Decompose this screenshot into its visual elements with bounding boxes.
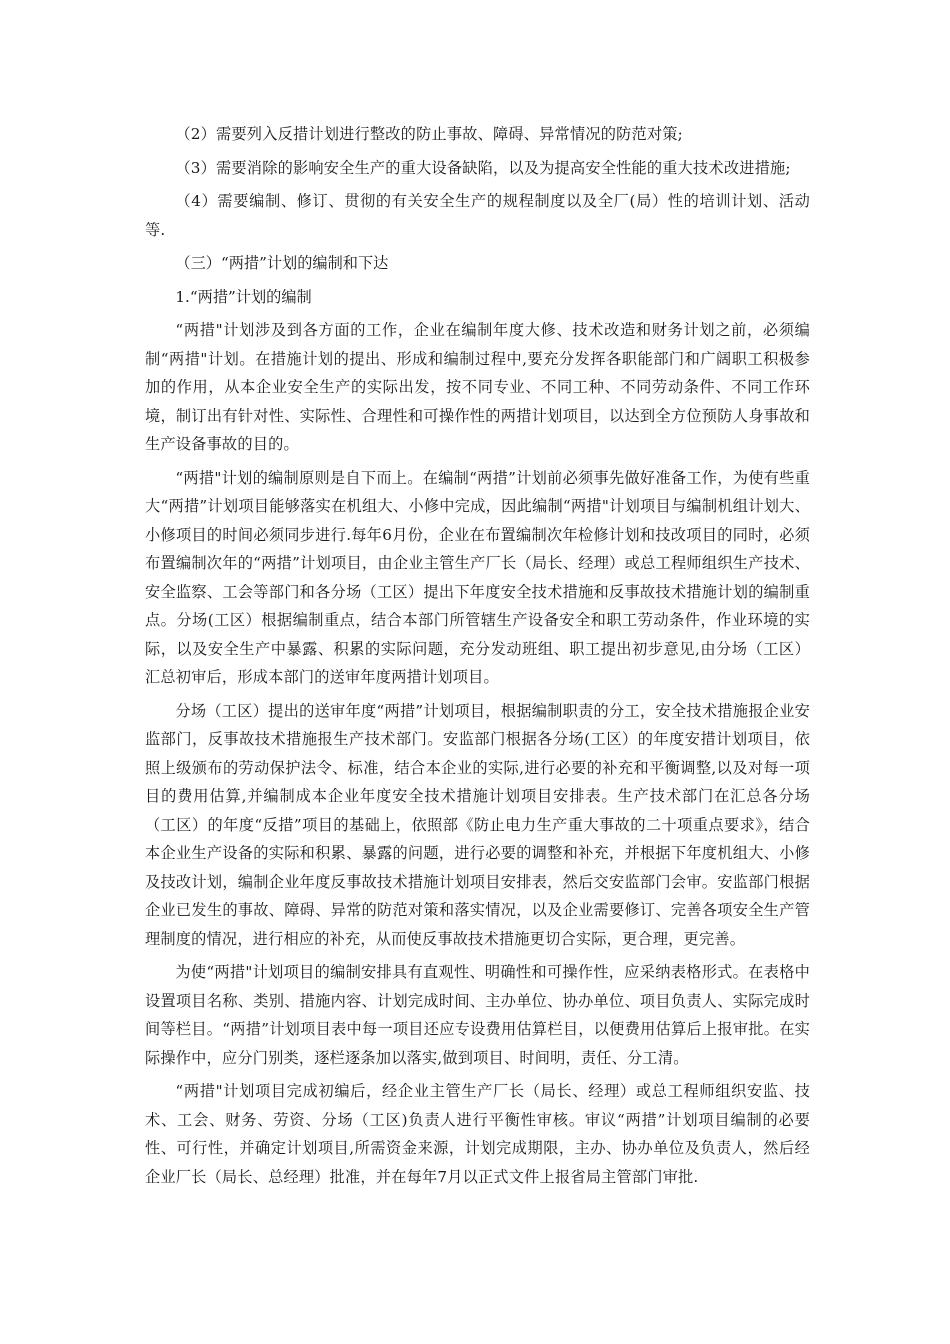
body-paragraph-4: 为使“两措"计划项目的编制安排具有直观性、明确性和可操作性，应采纳表格形式。在表格中设置项目名称、类别、措施内容、计划完成时间、主办单位、协办单位、项目负责人、实际完成时间等栏目。“两措”计划项目表中每一项目还应专设费用估算栏目，以便费用估算后上报审批。在实际操作中，应分门别类，逐栏逐条加以落实,做到项目、时间明，责任、分工清。: [145, 963, 810, 1067]
body-paragraph-5: “两措"计划项目完成初编后，经企业主管生产厂长（局长、经理）或总工程师组织安监、技术、工会、财务、劳资、分场（工区)负责人进行平衡性审核。审议“两措”计划项目编制的必要性、可行性，并确定计划项目,所需资金来源，计划完成期限，主办、协办单位及负责人，然后经企业厂长（局长、总经理）批准，并在每年7月以正式文件上报省局主管部门审批.: [145, 1082, 810, 1186]
document-body: [145, 120, 810, 1196]
body-paragraph-3: 分场（工区）提出的送审年度“两措”计划项目，根据编制职责的分工，安全技术措施报企业安监部门，反事故技术措施报生产技术部门。安监部门根据各分场(工区）的年度安措计划项目，依照上级颁布的劳动保护法令、标准，结合本企业的实际,进行必要的补充和平衡调整,以及对每一项目的费用估算,并编制成本企业年度安全技术措施计划项目安排表。生产技术部门在汇总各分场（工区）的年度“反措”项目的基础上，依照部《防止电力生产重大事故的二十项重点要求》，结合本企业生产设备的实际和积累、暴露的问题，进行必要的调整和补充，并根据下年度机组大、小修及技改计划，编制企业年度反事故技术措施计划项目安排表，然后交安监部门会审。安监部门根据企业已发生的事故、障碍、异常的防范对策和落实情况，以及企业需要修订、完善各项安全生产管理制度的情况，进行相应的补充，从而使反事故技术措施更切合实际，更合理，更完善。: [145, 701, 810, 948]
list-item-3: （3）需要消除的影响安全生产的重大设备缺陷，以及为提高安全性能的重大技术改进措施;: [175, 158, 791, 177]
list-item-4: （4）需要编制、修订、贯彻的有关安全生产的规程制度以及全厂(局）性的培训计划、活动等.: [145, 192, 810, 239]
section-heading: （三）“两措”计划的编制和下达: [175, 254, 389, 272]
subsection-heading: 1.“两措”计划的编制: [175, 287, 312, 306]
body-paragraph-1: “两措"计划涉及到各方面的工作，企业在编制年度大修、技术改造和财务计划之前，必须编制“两措"计划。在措施计划的提出、形成和编制过程中,要充分发挥各职能部门和广阔职工积极参加的作用，从本企业安全生产的实际出发，按不同专业、不同工种、不同劳动条件、不同工作环境，制订出有针对性、实际性、合理性和可操作性的两措计划项目，以达到全方位预防人身事故和生产设备事故的目的。: [145, 321, 810, 453]
list-item-2: （2）需要列入反措计划进行整改的防止事故、障碍、异常情况的防范对策;: [175, 125, 683, 143]
body-paragraph-2: “两措"计划的编制原则是自下而上。在编制“两措”计划前必须事先做好准备工作，为使有些重大“两措”计划项目能够落实在机组大、小修中完成，因此编制“两措"计划项目与编制机组计划大、小修项目的时间必须同步进行.每年6月份，企业在布置编制次年检修计划和技改项目的同时，必须布置编制次年的“两措”计划项目，由企业主管生产厂长（局长、经理）或总工程师组织生产技术、安全监察、工会等部门和各分场（工区）提出下年度安全技术措施和反事故技术措施计划的编制重点。分场(工区）根据编制重点，结合本部门所管辖生产设备安全和职工劳动条件，作业环境的实际，以及安全生产中暴露、积累的实际问题，充分发动班组、职工提出初步意见,由分场（工区）汇总初审后，形成本部门的送审年度两措计划项目。: [145, 468, 810, 686]
